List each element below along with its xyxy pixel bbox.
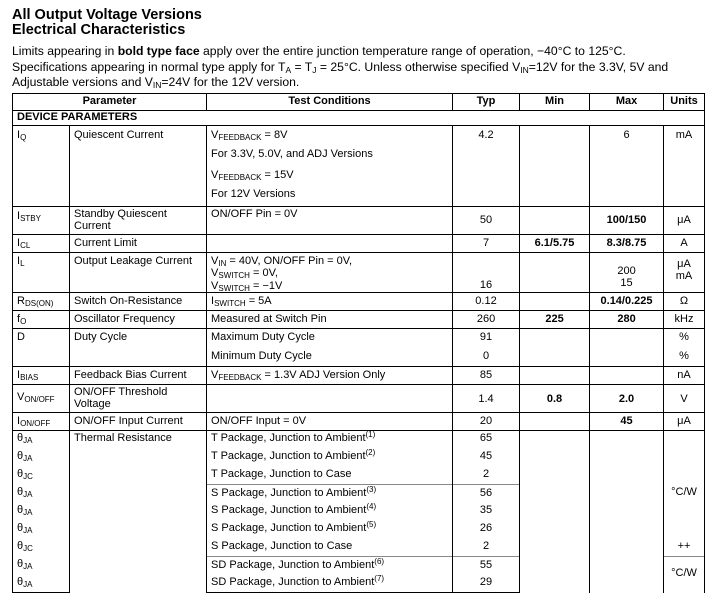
units-value: μA — [664, 413, 705, 431]
symbol: I — [17, 415, 21, 427]
typ-value: 55 — [453, 556, 520, 574]
min-value: 0.8 — [520, 385, 590, 413]
max-value: 6 — [590, 125, 664, 206]
symbol: θ — [17, 558, 24, 570]
cond-text: S Package, Junction to Ambient — [211, 504, 367, 516]
max-value: 2.0 — [590, 385, 664, 413]
units-value: nA — [664, 367, 705, 385]
max-value: 45 — [590, 413, 664, 431]
cond-text: S Package, Junction to Case — [207, 538, 453, 556]
units-value: kHz — [664, 311, 705, 329]
cond-text: = 8V — [261, 128, 288, 141]
symbol: I — [17, 236, 21, 249]
intro-text: = T — [291, 59, 313, 74]
units-value: μA — [664, 206, 705, 234]
table-row — [13, 329, 705, 349]
intro-paragraph — [12, 44, 703, 91]
cond-text: V — [211, 168, 219, 181]
param-name: Thermal Resistance — [70, 431, 207, 593]
symbol-sub: ON/OFF — [20, 419, 51, 428]
max-value: 280 — [590, 311, 664, 329]
cond-text: S Package, Junction to Ambient — [211, 522, 367, 534]
units-value: mA — [664, 125, 705, 206]
cond-sub: FEEDBACK — [218, 172, 262, 182]
symbol-sub: JA — [23, 454, 33, 463]
units-value: A — [664, 234, 705, 252]
typ-value: 26 — [453, 520, 520, 538]
typ-value: 29 — [453, 574, 520, 593]
symbol-sub: BIAS — [20, 373, 39, 382]
symbol: θ — [17, 450, 24, 462]
table-row — [13, 385, 705, 413]
units-value: °C/W — [664, 484, 705, 502]
cond-text: Measured at Switch Pin — [207, 311, 453, 329]
table-row — [13, 125, 705, 144]
units-value: V — [664, 385, 705, 413]
symbol: θ — [17, 468, 24, 480]
intro-text: Adjustable versions and V — [12, 75, 153, 89]
table-row — [13, 413, 705, 431]
symbol-sub: STBY — [20, 213, 41, 223]
col-header-conditions: Test Conditions — [207, 93, 453, 110]
cond-sub: SWITCH — [218, 271, 250, 280]
param-name: Quiescent Current — [70, 125, 207, 206]
symbol-sub: JC — [23, 544, 33, 553]
param-name: ON/OFF Threshold Voltage — [70, 385, 207, 413]
spec-table — [12, 93, 705, 594]
min-value: 6.1/5.75 — [520, 234, 590, 252]
doc-title — [12, 8, 703, 38]
title-line-1: All Output Voltage Versions — [12, 7, 202, 23]
units-value: mA — [675, 269, 693, 282]
param-name: Standby Quiescent Current — [70, 206, 207, 234]
col-header-min: Min — [520, 93, 590, 110]
table-row — [13, 293, 705, 311]
cond-text: For 12V Versions — [207, 185, 453, 207]
symbol: f — [17, 313, 21, 325]
typ-value: 4.2 — [453, 125, 520, 206]
symbol: θ — [17, 486, 24, 498]
cond-text: V — [211, 279, 219, 292]
cond-text: V — [211, 254, 219, 267]
cond-text: Minimum Duty Cycle — [207, 348, 453, 367]
symbol-sub: JA — [23, 526, 33, 535]
symbol: θ — [17, 504, 24, 516]
cond-text: Maximum Duty Cycle — [207, 329, 453, 349]
typ-value: 0.12 — [453, 293, 520, 311]
table-row — [13, 234, 705, 252]
footnote-ref: (3) — [366, 484, 377, 494]
units-value: °C/W — [664, 556, 705, 593]
typ-value: 50 — [453, 206, 520, 234]
symbol-sub: JC — [23, 472, 33, 481]
intro-text: =24V for the 12V version. — [161, 75, 300, 89]
footnote-ref: (1) — [365, 430, 376, 439]
units-value: % — [664, 329, 705, 349]
param-name: ON/OFF Input Current — [70, 413, 207, 431]
cond-text: = 15V — [261, 168, 294, 181]
param-name: Feedback Bias Current — [70, 367, 207, 385]
intro-sub: A — [285, 64, 292, 75]
intro-bold: bold type face — [117, 44, 200, 58]
units-value: μA — [677, 257, 691, 270]
symbol-sub: CL — [20, 240, 31, 250]
typ-value: 56 — [453, 484, 520, 502]
footnote-ref: (5) — [366, 520, 377, 529]
cond-text: V — [211, 369, 219, 381]
typ-value: 260 — [453, 311, 520, 329]
symbol: θ — [17, 522, 24, 534]
col-header-units: Units — [664, 93, 705, 110]
footnote-ref: (2) — [365, 448, 376, 457]
typ-value: 2 — [453, 538, 520, 556]
symbol: I — [17, 209, 21, 222]
cond-text: V — [211, 267, 219, 279]
title-line-2: Electrical Characteristics — [12, 22, 186, 38]
section-row — [13, 110, 705, 125]
symbol-sub: JA — [23, 580, 33, 589]
table-row — [13, 311, 705, 329]
cond-text: S Package, Junction to Ambient — [211, 486, 367, 499]
max-value: 15 — [620, 276, 633, 289]
min-value: 225 — [520, 311, 590, 329]
typ-value: 45 — [453, 448, 520, 466]
footnote-ref: (7) — [374, 574, 385, 583]
table-row — [13, 206, 705, 234]
cond-text: T Package, Junction to Case — [207, 466, 453, 484]
intro-sub: IN — [520, 64, 529, 75]
typ-value: 20 — [453, 413, 520, 431]
cond-text: = 5A — [245, 295, 272, 307]
typ-value: 91 — [453, 329, 520, 349]
typ-value: 35 — [453, 502, 520, 520]
cond-sub: SWITCH — [214, 299, 246, 308]
typ-value: 65 — [453, 431, 520, 449]
table-row — [13, 252, 705, 293]
cond-text: I — [211, 295, 215, 307]
cond-text: For 3.3V, 5.0V, and ADJ Versions — [207, 144, 453, 166]
intro-text: apply over the entire junction temperature range of operation, −40°C to 125°C. — [199, 44, 626, 58]
cond-text: T Package, Junction to Ambient — [211, 450, 366, 462]
units-value: % — [664, 348, 705, 367]
typ-value: 85 — [453, 367, 520, 385]
symbol: I — [17, 128, 21, 141]
intro-sub: IN — [152, 80, 162, 90]
symbol-sub: JA — [23, 490, 33, 499]
col-header-typ: Typ — [453, 93, 520, 110]
typ-value: 7 — [453, 234, 520, 252]
symbol: V — [17, 391, 25, 403]
symbol: I — [17, 254, 21, 267]
table-header-row — [13, 93, 705, 110]
symbol-sub: Q — [20, 132, 27, 142]
cond-sub: SWITCH — [218, 283, 250, 293]
max-value: 8.3/8.75 — [590, 234, 664, 252]
table-row — [13, 367, 705, 385]
param-name: Current Limit — [70, 234, 207, 252]
symbol-sub: ON/OFF — [24, 395, 55, 404]
symbol-sub: JA — [23, 562, 33, 571]
typ-value: 16 — [453, 252, 520, 293]
section-title: DEVICE PARAMETERS — [13, 110, 705, 125]
typ-value: 1.4 — [453, 385, 520, 413]
col-header-max: Max — [590, 93, 664, 110]
symbol: θ — [17, 432, 24, 444]
symbol-sub: JA — [23, 508, 33, 517]
param-name: Oscillator Frequency — [70, 311, 207, 329]
cond-text: = 0V, — [249, 267, 278, 279]
symbol: θ — [17, 576, 24, 588]
max-value: 200 — [617, 264, 636, 277]
cond-text: = 40V, ON/OFF Pin = 0V, — [226, 254, 353, 267]
symbol-sub: DS(ON) — [24, 299, 54, 308]
cond-sub: IN — [218, 258, 227, 268]
cond-text: SD Package, Junction to Ambient — [211, 576, 375, 588]
intro-text: = 25°C. Unless otherwise specified V — [316, 59, 521, 74]
cond-text: V — [211, 128, 219, 141]
units-value: Ω — [664, 293, 705, 311]
symbol: I — [17, 369, 21, 381]
intro-text: =12V for the 3.3V, 5V and — [528, 59, 669, 74]
max-value: 100/150 — [590, 206, 664, 234]
units-value: ++ — [664, 538, 705, 556]
symbol-sub: JA — [23, 436, 33, 445]
param-name: Output Leakage Current — [70, 252, 207, 293]
cond-text: SD Package, Junction to Ambient — [211, 558, 375, 571]
typ-value: 2 — [453, 466, 520, 484]
param-name: Duty Cycle — [70, 329, 207, 367]
footnote-ref: (4) — [366, 502, 377, 511]
symbol-sub: L — [20, 258, 25, 268]
max-value: 0.14/0.225 — [590, 293, 664, 311]
cond-text: T Package, Junction to Ambient — [211, 432, 366, 444]
cond-sub: FEEDBACK — [218, 132, 262, 142]
cond-sub: FEEDBACK — [218, 373, 262, 382]
table-row — [13, 431, 705, 449]
param-name: Switch On-Resistance — [70, 293, 207, 311]
typ-value: 0 — [453, 348, 520, 367]
intro-text: Specifications appearing in normal type apply for T — [12, 59, 286, 74]
cond-text: ON/OFF Pin = 0V — [207, 206, 453, 234]
symbol: R — [17, 295, 25, 307]
footnote-ref: (6) — [374, 556, 385, 566]
symbol-sub: O — [20, 317, 27, 326]
symbol: D — [13, 329, 70, 367]
symbol: θ — [17, 540, 24, 552]
cond-text: = 1.3V ADJ Version Only — [261, 369, 386, 381]
intro-text: Limits appearing in — [12, 44, 118, 58]
cond-text: ON/OFF Input = 0V — [207, 413, 453, 431]
intro-sub: J — [312, 64, 317, 75]
col-header-parameter: Parameter — [13, 93, 207, 110]
cond-text: = −1V — [249, 279, 283, 292]
